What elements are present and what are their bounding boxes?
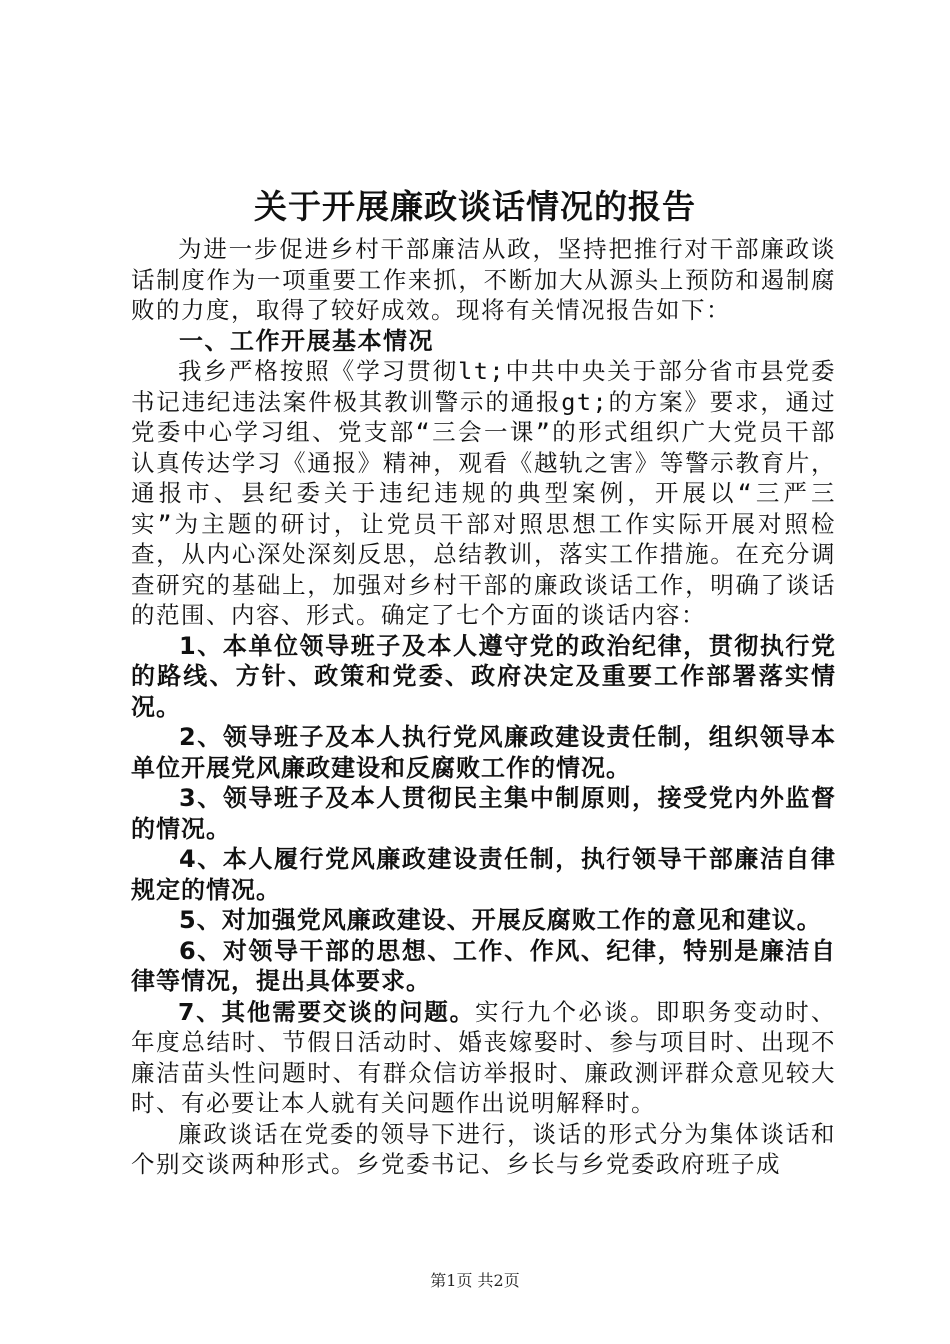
- closing-paragraph: 廉政谈话在党委的领导下进行，谈话的形式分为集体谈话和个别交谈两种形式。乡党委书记、乡长与乡党委政府班子成: [131, 1119, 836, 1178]
- section-body-paragraph: 我乡严格按照《学习贯彻lt;中共中央关于部分省市县党委书记违纪违法案件极其教训警示的通报gt;的方案》要求，通过党委中心学习组、党支部“三会一课”的形式组织广大党员干部认真传达学习《通报》精神，观看《越轨之害》等警示教育片，通报市、县纪委关于违纪违规的典型案例，开展以“三严三实”为主题的研讨，让党员干部对照思想工作实际开展对照检查，从内心深处深刻反思，总结教训，落实工作措施。在充分调查研究的基础上，加强对乡村干部的廉政谈话工作，明确了谈话的范围、内容、形式。确定了七个方面的谈话内容：: [131, 357, 836, 629]
- list-item: 2、领导班子及本人执行党风廉政建设责任制，组织领导本单位开展党风廉政建设和反腐败工作的情况。: [131, 723, 836, 782]
- list-item: 1、本单位领导班子及本人遵守党的政治纪律，贯彻执行党的路线、方针、政策和党委、政府决定及重要工作部署落实情况。: [131, 631, 836, 721]
- page-footer: 第1页 共2页: [430, 1271, 520, 1290]
- list-item: 4、本人履行党风廉政建设责任制，执行领导干部廉洁自律规定的情况。: [131, 845, 836, 904]
- list-item-7: [131, 997, 836, 1119]
- document-title: 关于开展廉政谈话情况的报告: [254, 187, 696, 226]
- list-item-7-text: 实行九个必谈。即职务变动时、年度总结时、节假日活动时、婚丧嫁娶时、参与项目时、出现不廉洁苗头性问题时、有群众信访举报时、廉政测评群众意见较大时、有必要让本人就有关问题作出说明解释时。: [131, 997, 836, 1117]
- list-item-7-heading: 7、其他需要交谈的问题。: [178, 997, 475, 1026]
- list-item: 6、对领导干部的思想、工作、作风、纪律，特别是廉洁自律等情况，提出具体要求。: [131, 936, 836, 995]
- list-item: 5、对加强党风廉政建设、开展反腐败工作的意见和建议。: [179, 906, 822, 934]
- list-item: 3、领导班子及本人贯彻民主集中制原则，接受党内外监督的情况。: [131, 784, 836, 843]
- section-heading: 一、工作开展基本情况: [179, 326, 434, 355]
- intro-paragraph: 为进一步促进乡村干部廉洁从政，坚持把推行对干部廉政谈话制度作为一项重要工作来抓，不断加大从源头上预防和遏制腐败的力度，取得了较好成效。现将有关情况报告如下：: [131, 235, 836, 324]
- document-body: [131, 234, 836, 1180]
